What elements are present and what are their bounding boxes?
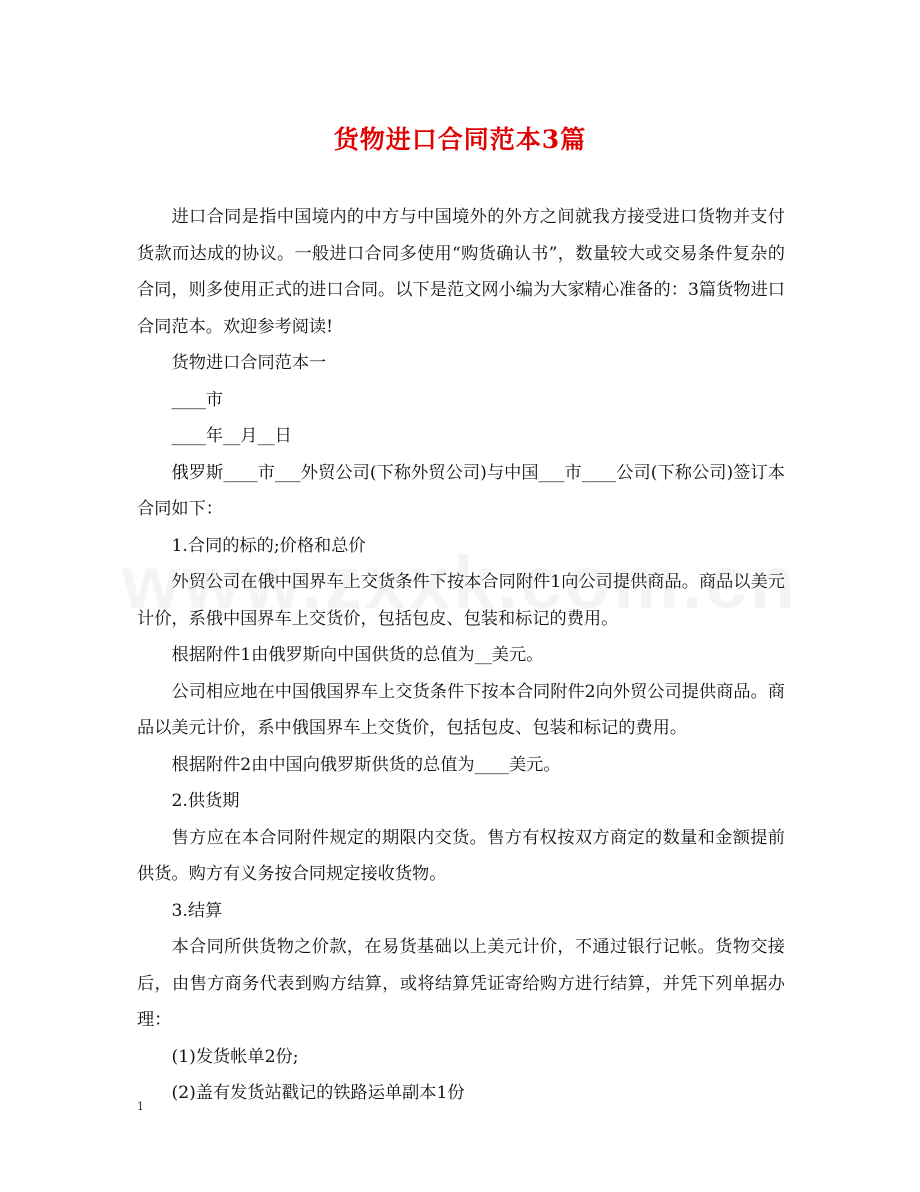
paragraph-section-1-text-a: 外贸公司在俄中国界车上交货条件下按本合同附件1向公司提供商品。商品以美元计价，系俄中国界车上交货价，包括包皮、包装和标记的费用。 [137, 572, 785, 629]
paragraph-list-item-1: (1)发货帐单2份; [171, 1046, 299, 1067]
paragraph-list-item-2: (2)盖有发货站戳记的铁路运单副本1份 [171, 1083, 465, 1103]
document-body [137, 199, 785, 1112]
paragraph-parties: 俄罗斯____市___外贸公司(下称外贸公司)与中国___市____公司(下称公司)签订本合同如下： [137, 462, 785, 519]
paragraph-section-1-text-b: 根据附件1由俄罗斯向中国供货的总值为__美元。 [171, 645, 544, 665]
paragraph-section-1-text-c: 公司相应地在中国俄国界车上交货条件下按本合同附件2向外贸公司提供商品。商品以美元计价，系中俄国界车上交货价，包括包皮、包装和标记的费用。 [137, 681, 785, 738]
page-number: 1 [137, 1100, 144, 1113]
paragraph-section-3-heading: 3.结算 [171, 900, 223, 921]
paragraph-section-2-text: 售方应在本合同附件规定的期限内交货。售方有权按双方商定的数量和金额提前供货。购方有义务按合同规定接收货物。 [137, 827, 785, 884]
paragraph-section-1-text-d: 根据附件2由中国向俄罗斯供货的总值为____美元。 [171, 754, 561, 775]
paragraph-date-blank: ____年__月__日 [171, 426, 292, 446]
paragraph-section-3-text: 本合同所供货物之价款，在易货基础以上美元计价，不通过银行记帐。货物交接后，由售方商务代表到购方结算，或将结算凭证寄给购方进行结算，并凭下列单据办理： [137, 937, 785, 1030]
paragraph-heading-contract-one: 货物进口合同范本一 [171, 353, 327, 373]
document-title: 货物进口合同范本3篇 [333, 125, 587, 154]
paragraph-intro: 进口合同是指中国境内的中方与中国境外的外方之间就我方接受进口货物并支付货款而达成的协议。一般进口合同多使用“购货确认书”，数量较大或交易条件复杂的合同，则多使用正式的进口合同。以下是范文网小编为大家精心准备的：3篇货物进口合同范本。欢迎参考阅读! [137, 207, 785, 337]
paragraph-section-2-heading: 2.供货期 [171, 791, 240, 811]
paragraph-section-1-heading: 1.合同的标的;价格和总价 [171, 535, 366, 556]
paragraph-city-blank: ____市 [171, 389, 224, 410]
